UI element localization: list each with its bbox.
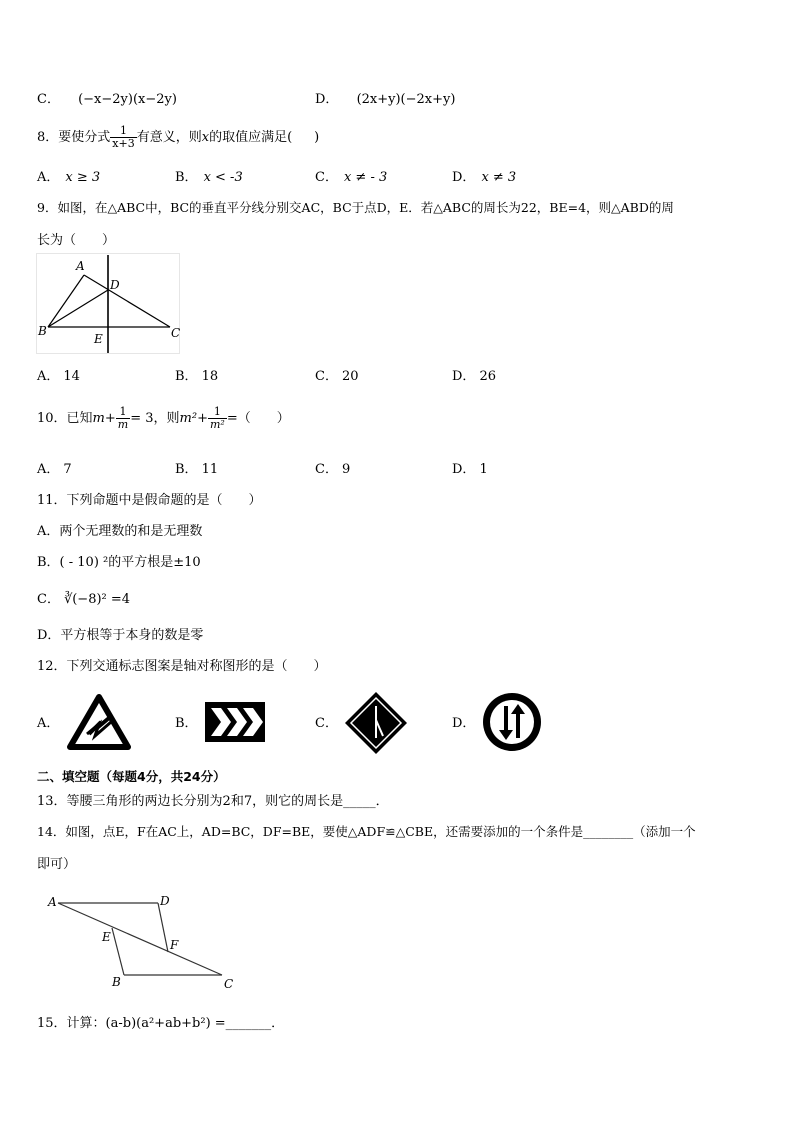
q9-option-d-label: D． bbox=[452, 369, 476, 384]
q9-option-d-text: 26 bbox=[479, 369, 496, 384]
q11-option-c bbox=[37, 588, 130, 607]
q8-option-a bbox=[37, 166, 100, 185]
q10-option-d-label: D． bbox=[452, 462, 476, 477]
q10-option-a-text: 7 bbox=[63, 462, 72, 477]
q8-option-c-text: x ≠ - 3 bbox=[343, 170, 388, 185]
q11-option-c-label: C． bbox=[37, 592, 60, 607]
q9-option-b-label: B． bbox=[175, 369, 198, 384]
q9-option-c bbox=[315, 365, 359, 384]
q14-label-e: E bbox=[102, 930, 111, 944]
q9-label-b: B bbox=[38, 324, 47, 338]
q15-text: 15．计算：(a-b)(a²+ab+b²) =_______． bbox=[37, 1016, 285, 1031]
q8-option-d-label: D． bbox=[452, 170, 476, 185]
q9-segment-ba bbox=[48, 275, 84, 327]
q10-option-a-label: A． bbox=[37, 462, 60, 477]
q14-figure bbox=[44, 890, 244, 992]
q14-stem-line2: 即可） bbox=[37, 857, 77, 872]
q10-option-d bbox=[452, 458, 488, 477]
chevron-arrows-sign-icon bbox=[205, 702, 265, 742]
q9-option-a bbox=[37, 365, 80, 384]
q10-plus-2: + bbox=[197, 411, 208, 426]
q8-suffix-b: 的取值应满足( bbox=[209, 130, 293, 145]
q7-option-c-label: C． bbox=[37, 92, 60, 107]
q14-label-d: D bbox=[160, 894, 170, 908]
q8-fraction-numerator: 1 bbox=[110, 125, 136, 138]
q9-option-a-text: 14 bbox=[63, 369, 80, 384]
q12-stem: 12．下列交通标志图案是轴对称图形的是（ ） bbox=[37, 659, 327, 674]
q11-option-d: D．平方根等于本身的数是零 bbox=[37, 628, 204, 643]
q7-option-d bbox=[315, 88, 455, 107]
q9-option-b-text: 18 bbox=[201, 369, 219, 384]
q7-option-c bbox=[37, 88, 177, 107]
q11-option-b: B．( - 10) ²的平方根是±10 bbox=[37, 555, 201, 570]
zigzag-warning-sign-icon bbox=[67, 694, 131, 750]
q14-label-f: F bbox=[170, 938, 179, 952]
q13-text: 13．等腰三角形的两边长分别为2和7，则它的周长是_____． bbox=[37, 794, 389, 809]
q8-option-a-label: A． bbox=[37, 170, 60, 185]
q12-option-d-label: D． bbox=[452, 716, 476, 731]
q14-label-a: A bbox=[48, 895, 57, 909]
q9-stem-line1: 9．如图，在△ABC中，BC的垂直平分线分别交AC，BC于点D，E．若△ABC的周长为22，BE=4，则△ABD的周 bbox=[37, 200, 674, 215]
q10-option-b-label: B． bbox=[175, 462, 198, 477]
q10-m: m bbox=[92, 411, 105, 426]
q9-option-c-label: C． bbox=[315, 369, 338, 384]
q10-option-a bbox=[37, 458, 72, 477]
q9-option-b bbox=[175, 365, 218, 384]
q8-option-a-text: x ≥ 3 bbox=[65, 170, 101, 185]
q14-stem-line1: 14．如图，点E，F在AC上，AD=BC，DF=BE，要使△ADF≌△CBE，还需要添加的一个条件是________（添加一个 bbox=[37, 824, 696, 839]
q14-label-b: B bbox=[112, 975, 121, 989]
q10-fraction-1 bbox=[116, 406, 130, 431]
q8-option-c-label: C． bbox=[315, 170, 338, 185]
q12-option-b-label: B． bbox=[175, 716, 198, 731]
q8-prefix: 8．要使分式 bbox=[37, 130, 111, 145]
q9-label-d: D bbox=[110, 278, 120, 292]
q9-label-e: E bbox=[94, 332, 103, 346]
q10-equals-blank: =（ ） bbox=[226, 411, 290, 426]
q8-stem bbox=[37, 122, 319, 154]
q10-prefix: 10．已知 bbox=[37, 411, 93, 426]
q8-fraction-denominator: x+3 bbox=[112, 137, 135, 150]
q14-label-c: C bbox=[224, 977, 234, 991]
q10-option-c bbox=[315, 458, 350, 477]
q8-option-c bbox=[315, 166, 387, 185]
q9-option-c-text: 20 bbox=[341, 369, 359, 384]
q9-stem-line2: 长为（ ） bbox=[37, 233, 116, 248]
q7-option-d-expr: (2x+y)(−2x+y) bbox=[356, 92, 456, 107]
q9-label-a: A bbox=[76, 259, 85, 273]
q8-suffix-a: 有意义，则 bbox=[136, 130, 202, 145]
q14-segment-eb bbox=[112, 928, 124, 975]
q9-option-a-label: A． bbox=[37, 369, 60, 384]
q10-fraction-2-denominator: m² bbox=[209, 418, 225, 431]
q14-segment-df bbox=[158, 903, 168, 952]
q10-option-d-text: 1 bbox=[479, 462, 488, 477]
q8-option-d bbox=[452, 166, 516, 185]
q10-fraction-2-numerator: 1 bbox=[208, 406, 227, 419]
q9-option-d bbox=[452, 365, 496, 384]
q8-option-d-text: x ≠ 3 bbox=[481, 170, 517, 185]
q10-equals-3: = 3 bbox=[130, 411, 154, 426]
q12-option-a-label: A． bbox=[37, 716, 60, 731]
q7-option-c-expr: (−x−2y)(x−2y) bbox=[78, 92, 177, 107]
q10-plus: + bbox=[104, 411, 116, 426]
section2-title: 二、填空题（每题4分，共24分） bbox=[37, 769, 226, 784]
q11-option-a: A．两个无理数的和是无理数 bbox=[37, 524, 203, 539]
q8-option-b-label: B． bbox=[175, 170, 198, 185]
q10-option-b bbox=[175, 458, 218, 477]
q8-variable: x bbox=[201, 130, 210, 145]
q11-stem: 11．下列命题中是假命题的是（ ） bbox=[37, 493, 262, 508]
q10-option-c-label: C． bbox=[315, 462, 338, 477]
q8-suffix-c: ) bbox=[314, 130, 320, 145]
q9-segment-ac bbox=[84, 275, 170, 327]
q8-fraction bbox=[110, 125, 136, 150]
q14-segment-ac bbox=[58, 903, 222, 975]
q10-fraction-1-numerator: 1 bbox=[116, 406, 130, 419]
q12-option-c-label: C． bbox=[315, 716, 338, 731]
merge-lane-sign-icon bbox=[343, 690, 409, 756]
q11-option-c-expr: ∛(−8)² =4 bbox=[63, 592, 131, 607]
q9-figure bbox=[36, 253, 184, 355]
q8-option-b bbox=[175, 166, 243, 185]
q10-option-b-text: 11 bbox=[201, 462, 219, 477]
q9-segment-bd bbox=[48, 290, 108, 327]
q9-label-c: C bbox=[171, 326, 181, 340]
q10-fraction-1-denominator: m bbox=[117, 418, 129, 431]
q10-then: ，则 bbox=[153, 411, 180, 426]
q10-option-c-text: 9 bbox=[341, 462, 351, 477]
q10-stem bbox=[37, 402, 290, 436]
q10-m-squared: m² bbox=[179, 411, 198, 426]
two-way-arrows-sign-icon bbox=[480, 690, 544, 754]
q10-fraction-2 bbox=[208, 406, 227, 431]
q8-option-b-text: x < -3 bbox=[203, 170, 243, 185]
q7-option-d-label: D． bbox=[315, 92, 339, 107]
